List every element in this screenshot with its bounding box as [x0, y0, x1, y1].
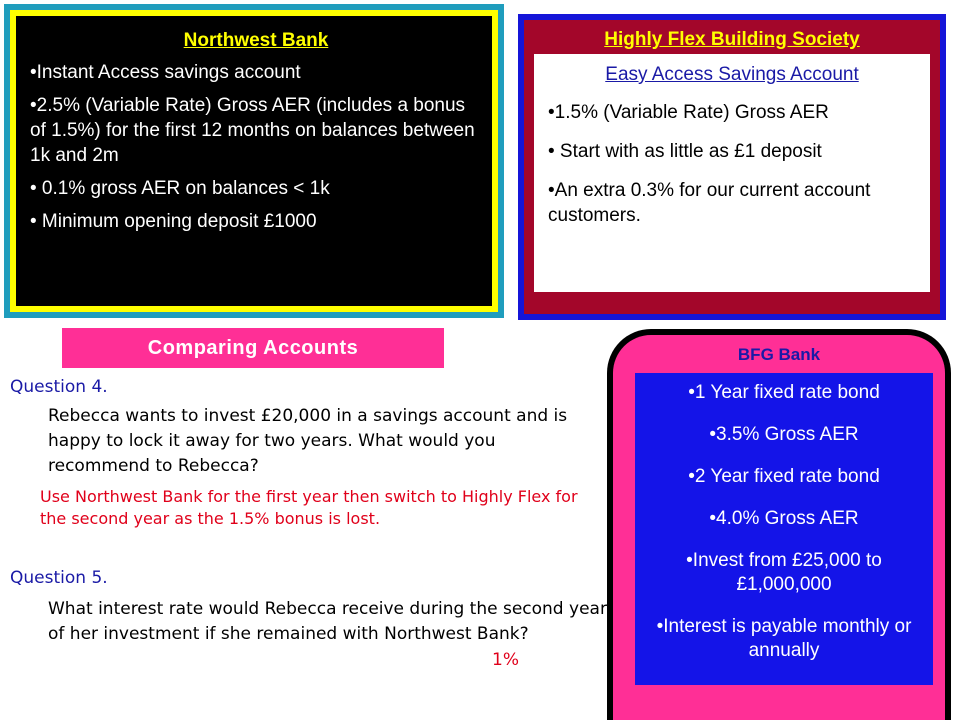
bfg-item-2yr-bond: •2 Year fixed rate bond: [688, 466, 880, 487]
northwest-item-min-deposit: • Minimum opening deposit £1000: [30, 211, 317, 232]
bfg-bank-frame: [613, 335, 945, 720]
bfg-bank-panel: [607, 329, 951, 720]
comparing-accounts-banner: Comparing Accounts: [62, 328, 444, 368]
northwest-bank-title: Northwest Bank: [183, 30, 329, 51]
northwest-bank-panel: [4, 4, 504, 318]
question-4-label: Question 4.: [10, 377, 108, 397]
highly-flex-subtitle: Easy Access Savings Account: [605, 64, 859, 85]
question-5-label: Question 5.: [10, 568, 108, 588]
question-5-text: What interest rate would Rebecca receive during the second year of her investment if she remained with Northwest Bank?: [48, 599, 607, 644]
northwest-bank-border: [10, 10, 498, 312]
question-5-answer: 1%: [492, 650, 519, 670]
northwest-item-instant-access: •Instant Access savings account: [30, 62, 301, 83]
highly-flex-title: Highly Flex Building Society: [604, 29, 860, 50]
bfg-item-1yr-bond: •1 Year fixed rate bond: [688, 382, 880, 403]
bfg-item-invest-range: •Invest from £25,000 to £1,000,000: [686, 550, 882, 595]
northwest-item-low-balance: • 0.1% gross AER on balances < 1k: [30, 178, 330, 199]
bfg-bank-title: BFG Bank: [737, 345, 821, 364]
bfg-item-interest-payable: •Interest is payable monthly or annually: [656, 616, 912, 661]
highly-flex-item-deposit: • Start with as little as £1 deposit: [548, 141, 822, 162]
highly-flex-content: [534, 54, 930, 292]
highly-flex-panel: [518, 14, 946, 320]
northwest-item-rate: •2.5% (Variable Rate) Gross AER (includes a bonus of 1.5%) for the first 12 months on balances between 1k and 2m: [30, 95, 475, 166]
highly-flex-frame: [524, 20, 940, 314]
highly-flex-item-extra: •An extra 0.3% for our current account customers.: [548, 180, 871, 226]
question-4-text: Rebecca wants to invest £20,000 in a savings account and is happy to lock it away for two years. What would you recommend to Rebecca?: [48, 406, 568, 476]
bfg-bank-content: [635, 373, 933, 685]
northwest-bank-content: [16, 16, 492, 306]
bfg-item-2yr-rate: •4.0% Gross AER: [709, 508, 859, 529]
bfg-item-1yr-rate: •3.5% Gross AER: [709, 424, 859, 445]
highly-flex-item-rate: •1.5% (Variable Rate) Gross AER: [548, 102, 829, 123]
question-4-answer: Use Northwest Bank for the first year then switch to Highly Flex for the second year as the 1.5% bonus is lost.: [40, 487, 578, 528]
